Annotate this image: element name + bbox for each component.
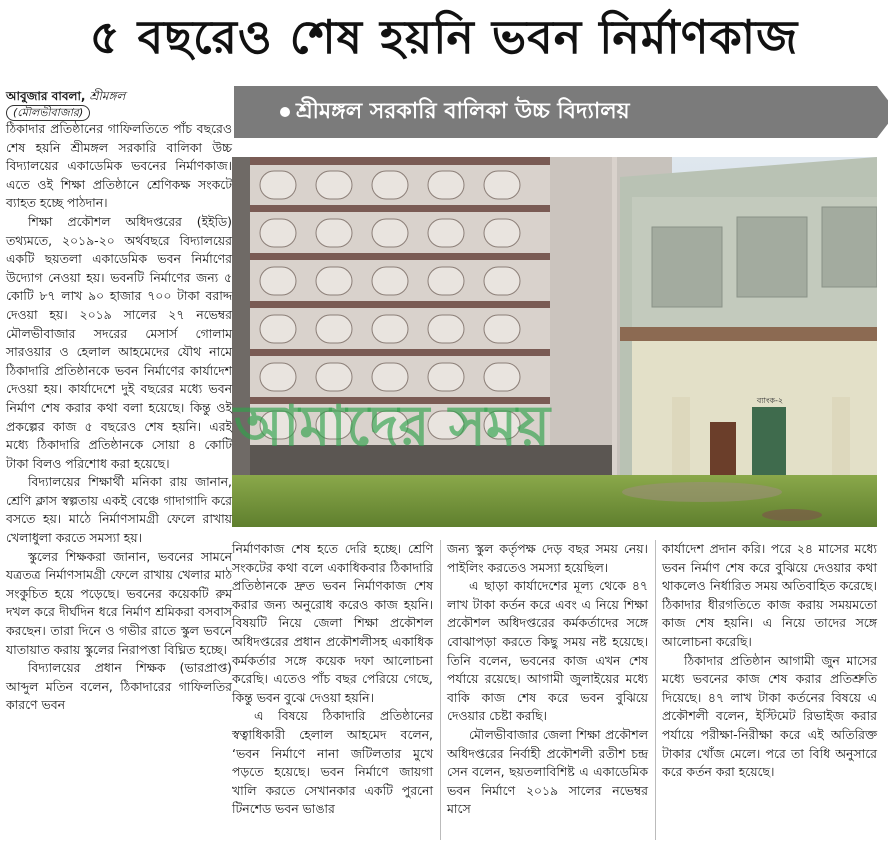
paragraph: কার্যাদেশ প্রদান করি। পরে ২৪ মাসের মধ্যে ভবন নির্মাণ শেষ করে বুঝিয়ে দেওয়ার কথা থাকলেও নির্ধারিত সময় অতিবাহিত করেছে। ঠিকাদার ধীরগতিতে কাজ করায় সময়মতো কাজ শেষ হয়নি। এ নিয়ে তাদের সঙ্গে আলোচনা করেছি। [662, 541, 877, 649]
paragraph: এ ছাড়া কার্যাদেশের মূল্য থেকে ৪৭ লাখ টাকা কর্তন করে এবং এ নিয়ে শিক্ষা প্রকৌশল অধিদপ্তরের কর্মকর্তাদের সঙ্গে বোঝাপড়া করতে কিছু সময় নষ্ট হয়েছে। তিনি বলেন, ভবনের কাজ এখন শেষ পর্যায়ে রয়েছে। আগামী জুলাইয়ের মধ্যে বাকি কাজ শেষ করে ভবন বুঝিয়ে দেওয়ার চেষ্টা করছি। [447, 578, 648, 724]
paragraph: বিদ্যালয়ের প্রধান শিক্ষক (ভারপ্রাপ্ত) আব্দুল মতিন বলেন, ঠিকাদারের গাফিলতির কারণে ভবন [6, 660, 232, 713]
column-divider [655, 540, 656, 840]
school-building-photo [232, 157, 877, 527]
photo-sign-text: ব্যাংক-২ [756, 396, 784, 405]
article-column-3 [447, 540, 648, 819]
banner-title: শ্রীমঙ্গল সরকারি বালিকা উচ্চ বিদ্যালয় [296, 99, 630, 124]
byline-name: আবুজার বাবলা, [6, 89, 86, 103]
byline [6, 88, 232, 121]
headline: ৫ বছরেও শেষ হয়নি ভবন নির্মাণকাজ [89, 10, 799, 64]
photo-illustration [232, 157, 877, 527]
paragraph: নির্মাণকাজ শেষ হতে দেরি হচ্ছে। শ্রেণি সংকটের কথা বলে একাধিকবার ঠিকাদারি প্রতিষ্ঠানকে দ্রুত ভবন নির্মাণকাজ শেষ করার জন্য অনুরোধ করেও কাজ হয়নি। বিষয়টি নিয়ে জেলা শিক্ষা প্রকৌশল অধিদপ্তরের প্রধান প্রকৌশলীসহ একাধিক কর্মকর্তার সঙ্গে কয়েক দফা আলোচনা করেছি। এতেও পাঁচ বছর পেরিয়ে গেছে, কিন্তু ভবন বুঝে দেওয়া হয়নি। [232, 541, 433, 705]
column-divider [440, 540, 441, 840]
paragraph: জন্য স্কুল কর্তৃপক্ষ দেড় বছর সময় নেয়। পাইলিং করতেও সমস্যা হয়েছিল। [447, 541, 648, 575]
bullet-dot-icon [280, 107, 290, 117]
paragraph: শিক্ষা প্রকৌশল অধিদপ্তরের (ইইডি) তথ্যমতে, ২০১৯-২০ অর্থবছরে বিদ্যালয়ের একটি ছয়তলা একাডেমিক ভবন নির্মাণের উদ্যোগ নেওয়া হয়। ভবনটি নির্মাণের জন্য ৫ কোটি ৮৭ লাখ ৯০ হাজার ৭০০ টাকা বরাদ্দ দেওয়া হয়। ২০১৯ সালের ২৭ নভেম্বর মৌলভীবাজার সদরের মেসার্স গোলাম সারওয়ার ও হেলাল আহমেদের যৌথ নামে ঠিকাদারি প্রতিষ্ঠানকে ভবন নির্মাণের কার্যাদেশ দেওয়া হয়। কার্যাদেশে দুই বছরের মধ্যে ভবন নির্মাণ শেষ করার কথা বলা হয়েছে। কিন্তু ওই প্রকল্পের কাজ ৫ বছরেও শেষ হয়নি। এরই মধ্যে ঠিকাদারি প্রতিষ্ঠানকে সোয়া ৪ কোটি টাকা বিলও পরিশোধ করা হয়েছে। [6, 213, 232, 471]
article-column-4 [662, 540, 877, 782]
photo-watermark: আমাদের সময় [234, 394, 550, 459]
paragraph: মৌলভীবাজার জেলা শিক্ষা প্রকৌশল অধিদপ্তরের নির্বাহী প্রকৌশলী রতীশ চন্দ্র সেন বলেন, ছয়তলাবিশিষ্ট এ একাডেমিক ভবন নির্মাণে ২০১৯ সালের নভেম্বর মাসে [447, 726, 648, 817]
paragraph: স্কুলের শিক্ষকরা জানান, ভবনের সামনে যত্রতত্র নির্মাণসামগ্রী ফেলে রাখায় খেলার মাঠ সংকুচিত হয়ে পড়েছে। ভবনের কয়েকটি রুম দখল করে দীর্ঘদিন ধরে নির্মাণ শ্রমিকরা বসবাস করছেন। তারা দিনে ও গভীর রাতে স্কুল ভবনে যাতায়াত করায় স্কুলের নিরাপত্তা বিঘ্নিত হচ্ছে। [6, 548, 232, 657]
paragraph: বিদ্যালয়ের শিক্ষার্থী মনিকা রায় জানান, শ্রেণি ক্লাস স্বল্পতায় একই বেঞ্চে গাদাগাদি করে বসতে হয়। মাঠে নির্মাণসামগ্রী ফেলে রাখায় খেলাধুলা করতে সমস্যা হয়। [6, 474, 232, 546]
paragraph: এ বিষয়ে ঠিকাদারি প্রতিষ্ঠানের স্বত্বাধিকারী হেলাল আহমেদ বলেন, ‘ভবন নির্মাণে নানা জটিলতার মুখে পড়তে হয়েছে। ভবন নির্মাণে জায়গা খালি করতে সেখানকার একটি পুরনো টিনশেড ভবন ভাঙার [232, 708, 433, 817]
paragraph: ঠিকাদার প্রতিষ্ঠান আগামী জুন মাসের মধ্যে ভবনের কাজ শেষ করার প্রতিশ্রুতি দিয়েছে। ৪৭ লাখ টাকা কর্তনের বিষয়ে এ প্রকৌশলী বলেন, ইস্টিমেট রিভাইজ করার পর্যায়ে পরীক্ষা-নিরীক্ষা করে এই অতিরিক্ত টাকার খোঁজ মেলে। পরে তা বিধি অনুসারে করে কর্তন করা হয়েছে। [662, 652, 877, 780]
paragraph: ঠিকাদার প্রতিষ্ঠানের গাফিলতিতে পাঁচ বছরেও শেষ হয়নি শ্রীমঙ্গল সরকারি বালিকা উচ্চ বিদ্যালয়ের একাডেমিক ভবনের নির্মাণকাজ। এতে ওই শিক্ষা প্রতিষ্ঠানে শ্রেণিকক্ষ সংকটে ব্যাহত হচ্ছে পাঠদান। [6, 121, 232, 211]
byline-district: (মৌলভীবাজার) [6, 105, 90, 121]
section-banner [234, 86, 877, 138]
article-column-1 [6, 120, 232, 715]
article-column-2 [232, 540, 433, 819]
byline-place: শ্রীমঙ্গল [89, 89, 126, 103]
